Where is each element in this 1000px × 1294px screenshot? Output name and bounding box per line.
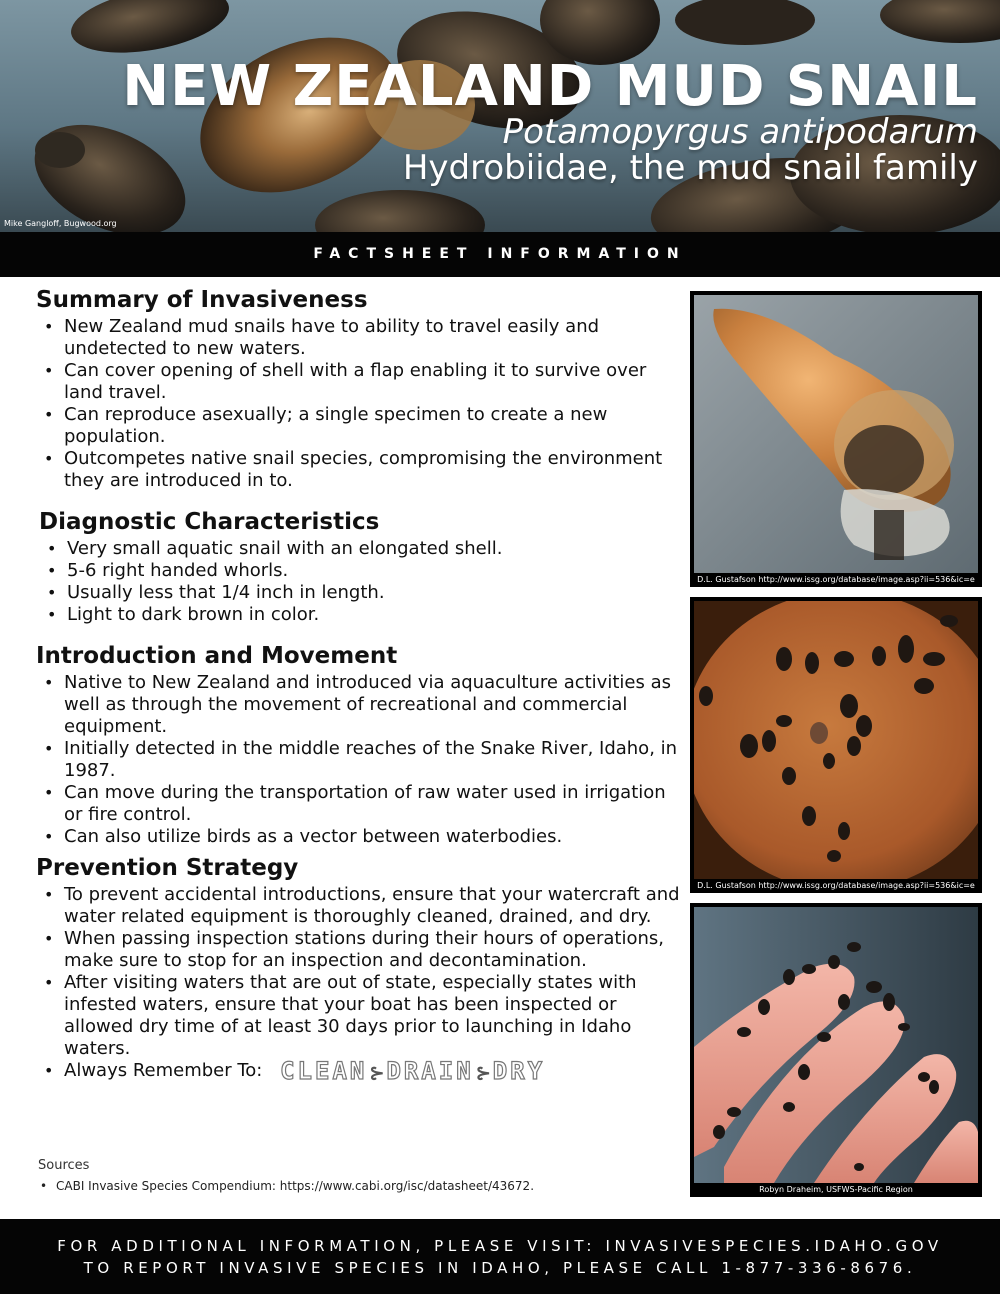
slogan-dry: DRY	[492, 1057, 546, 1085]
list-item: • New Zealand mud snails have to ability to travel easily and undetected to new waters.	[40, 316, 686, 360]
section-heading: Introduction and Movement	[36, 643, 398, 669]
list-item: • Initially detected in the middle reaches of the Snake River, Idaho, in 1987.	[40, 738, 686, 782]
bullet-list	[40, 672, 686, 848]
list-item: • Can move during the transportation of raw water used in irrigation or fire control.	[40, 782, 686, 826]
bullet-list	[40, 316, 686, 492]
sources-label: Sources	[38, 1158, 90, 1173]
list-item: • Light to dark brown in color.	[43, 604, 689, 626]
list-item: • Usually less that 1/4 inch in length.	[43, 582, 689, 604]
footer-website-line: FOR ADDITIONAL INFORMATION, PLEASE VISIT: INVASIVESPECIES.IDAHO.GOV	[57, 1237, 943, 1255]
page-title: NEW ZEALAND MUD SNAIL	[122, 54, 978, 119]
list-item: • When passing inspection stations during their hours of operations, make sure to stop for an inspection and decontamination.	[40, 928, 686, 972]
slogan-clean: CLEAN	[280, 1057, 368, 1085]
list-item: • Can reproduce asexually; a single specimen to create a new population.	[40, 404, 686, 448]
bullet-list	[40, 884, 686, 1085]
section-heading: Prevention Strategy	[36, 855, 299, 881]
arrow-separator-icon: ⊱	[369, 1063, 385, 1084]
section-summary	[36, 284, 686, 492]
section-diagnostic	[39, 506, 689, 626]
section-introduction	[36, 640, 686, 848]
list-item: • Very small aquatic snail with an elongated shell.	[43, 538, 689, 560]
list-item: • Native to New Zealand and introduced via aquaculture activities as well as through the movement of recreational and commercial equipment.	[40, 672, 686, 738]
snails-on-fingers-photo-icon	[694, 907, 978, 1183]
snails-on-rock-photo-icon	[694, 601, 978, 879]
section-heading: Summary of Invasiveness	[36, 287, 368, 313]
list-item-remember	[40, 1057, 686, 1085]
remember-label: Always Remember To:	[64, 1060, 263, 1081]
scientific-name: Potamopyrgus antipodarum	[502, 112, 978, 152]
list-item: • After visiting waters that are out of state, especially states with infested waters, ensure that your boat has been inspected or allowed dry time of at least 30 days prior to launching in Idaho waters.	[40, 972, 686, 1060]
footer	[0, 1219, 1000, 1294]
list-item: • Can cover opening of shell with a flap enabling it to survive over land travel.	[40, 360, 686, 404]
snail-closeup-photo-icon	[694, 295, 978, 573]
clean-drain-dry-logo	[280, 1057, 546, 1085]
list-item: • 5-6 right handed whorls.	[43, 560, 689, 582]
photo-credit: Robyn Draheim, USFWS-Pacific Region	[759, 1185, 913, 1194]
factsheet-band: FACTSHEET INFORMATION	[0, 232, 1000, 277]
header-photo-credit: Mike Gangloff, Bugwood.org	[4, 219, 117, 228]
list-item: • Can also utilize birds as a vector between waterbodies.	[40, 826, 686, 848]
list-item: • To prevent accidental introductions, ensure that your watercraft and water related equipment is thoroughly cleaned, drained, and dry.	[40, 884, 686, 928]
photo-credit: D.L. Gustafson http://www.issg.org/database/image.asp?ii=536&ic=e	[697, 575, 975, 584]
list-item: • Outcompetes native snail species, compromising the environment they are introduced in to.	[40, 448, 686, 492]
arrow-separator-icon: ⊱	[475, 1063, 491, 1084]
photo-credit: D.L. Gustafson http://www.issg.org/database/image.asp?ii=536&ic=e	[697, 881, 975, 890]
bullet-list	[43, 538, 689, 626]
sources	[38, 1158, 678, 1194]
header-banner	[0, 0, 1000, 232]
photo-snails-on-rock	[690, 597, 982, 893]
family-name: Hydrobiidae, the mud snail family	[402, 148, 978, 188]
slogan-drain: DRAIN	[386, 1057, 474, 1085]
photo-snail-closeup	[690, 291, 982, 587]
source-item: • CABI Invasive Species Compendium: https://www.cabi.org/isc/datasheet/43672.	[38, 1178, 678, 1194]
footer-phone-line: TO REPORT INVASIVE SPECIES IN IDAHO, PLEASE CALL 1-877-336-8676.	[83, 1259, 917, 1277]
sources-list	[38, 1178, 678, 1194]
section-heading: Diagnostic Characteristics	[39, 509, 380, 535]
photo-snails-on-fingers	[690, 903, 982, 1197]
section-prevention	[36, 852, 686, 1085]
